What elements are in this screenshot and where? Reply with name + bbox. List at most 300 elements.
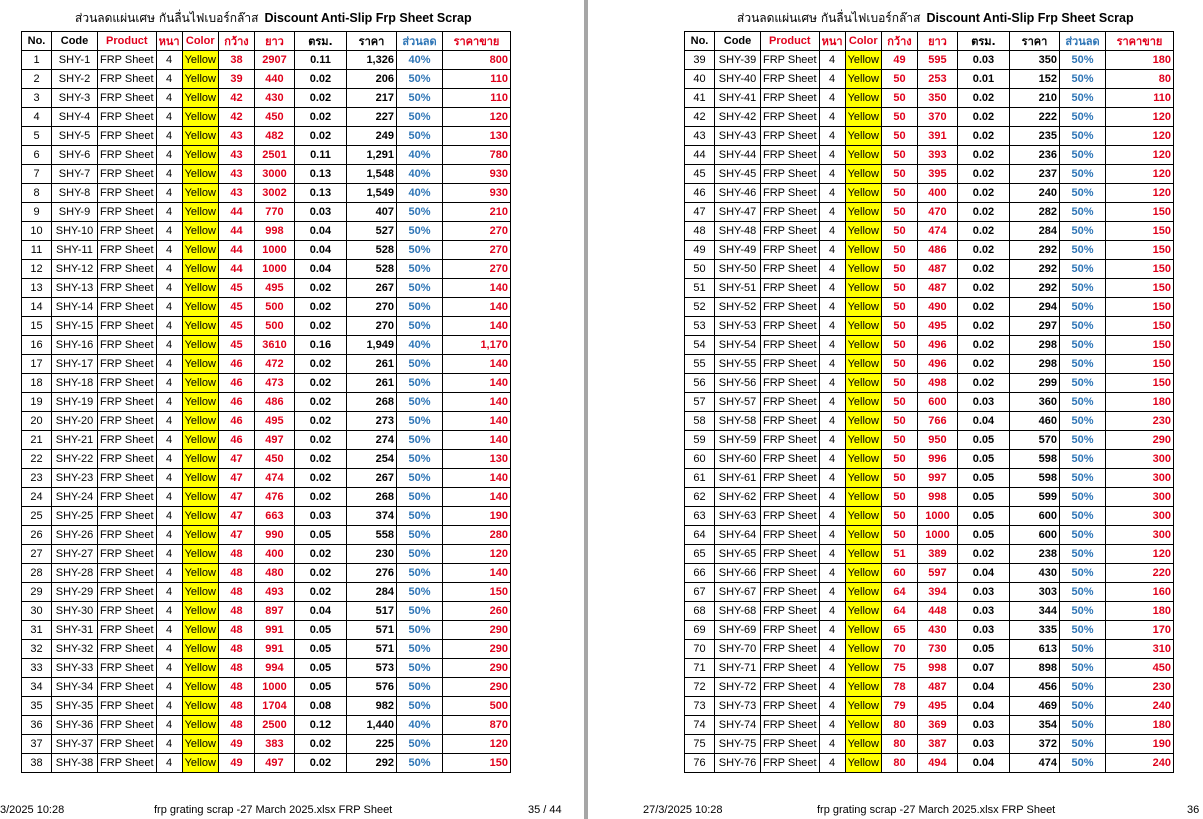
cell-area: 0.05	[294, 621, 346, 640]
cell-no: 4	[22, 108, 52, 127]
cell-no: 20	[22, 412, 52, 431]
cell-thickness: 4	[156, 222, 182, 241]
cell-code: SHY-2	[52, 70, 98, 89]
cell-discount: 50%	[1059, 545, 1105, 564]
cell-thickness: 4	[819, 355, 845, 374]
cell-width: 44	[218, 203, 254, 222]
cell-width: 50	[881, 336, 917, 355]
cell-product: FRP Sheet	[98, 431, 157, 450]
cell-code: SHY-37	[52, 735, 98, 754]
cell-product: FRP Sheet	[761, 393, 820, 412]
table-row	[22, 412, 511, 431]
cell-width: 47	[218, 469, 254, 488]
cell-no: 17	[22, 355, 52, 374]
cell-sale-price: 140	[442, 355, 510, 374]
cell-discount: 50%	[396, 526, 442, 545]
cell-no: 55	[685, 355, 715, 374]
cell-discount: 50%	[1059, 298, 1105, 317]
cell-width: 50	[881, 127, 917, 146]
header-discount: ส่วนลด	[396, 32, 442, 51]
cell-area: 0.05	[294, 526, 346, 545]
cell-no: 34	[22, 678, 52, 697]
cell-thickness: 4	[819, 127, 845, 146]
cell-color: Yellow	[845, 678, 881, 697]
cell-price: 407	[346, 203, 396, 222]
cell-price: 268	[346, 488, 396, 507]
cell-discount: 50%	[1059, 184, 1105, 203]
cell-thickness: 4	[156, 374, 182, 393]
table-row	[22, 583, 511, 602]
cell-area: 0.05	[294, 659, 346, 678]
cell-discount: 50%	[396, 507, 442, 526]
cell-sale-price: 110	[442, 89, 510, 108]
cell-sale-price: 190	[442, 507, 510, 526]
cell-no: 28	[22, 564, 52, 583]
cell-color: Yellow	[845, 716, 881, 735]
cell-thickness: 4	[819, 222, 845, 241]
cell-length: 498	[917, 374, 957, 393]
cell-area: 0.04	[957, 564, 1009, 583]
cell-thickness: 4	[819, 203, 845, 222]
table-row	[22, 184, 511, 203]
title-thai: ส่วนลดแผ่นเศษ กันลื่นไฟเบอร์กล๊าส	[75, 11, 259, 25]
cell-area: 0.03	[294, 507, 346, 526]
cell-area: 0.04	[294, 602, 346, 621]
header-area: ตรม.	[294, 32, 346, 51]
cell-length: 383	[254, 735, 294, 754]
cell-color: Yellow	[845, 70, 881, 89]
cell-sale-price: 450	[1105, 659, 1173, 678]
cell-sale-price: 290	[442, 659, 510, 678]
header-code: Code	[715, 32, 761, 51]
header-area: ตรม.	[957, 32, 1009, 51]
cell-sale-price: 290	[1105, 431, 1173, 450]
cell-code: SHY-16	[52, 336, 98, 355]
cell-thickness: 4	[819, 260, 845, 279]
cell-price: 354	[1009, 716, 1059, 735]
cell-price: 558	[346, 526, 396, 545]
cell-sale-price: 140	[442, 412, 510, 431]
cell-code: SHY-32	[52, 640, 98, 659]
cell-area: 0.02	[957, 260, 1009, 279]
cell-thickness: 4	[819, 564, 845, 583]
cell-color: Yellow	[845, 336, 881, 355]
cell-discount: 50%	[1059, 336, 1105, 355]
cell-code: SHY-55	[715, 355, 761, 374]
cell-code: SHY-30	[52, 602, 98, 621]
cell-discount: 50%	[1059, 127, 1105, 146]
cell-length: 996	[917, 450, 957, 469]
cell-sale-price: 300	[1105, 488, 1173, 507]
cell-width: 80	[881, 735, 917, 754]
cell-width: 60	[881, 564, 917, 583]
table-row	[685, 317, 1174, 336]
cell-width: 78	[881, 678, 917, 697]
header-width: กว้าง	[218, 32, 254, 51]
cell-discount: 50%	[1059, 203, 1105, 222]
cell-price: 292	[1009, 279, 1059, 298]
cell-code: SHY-69	[715, 621, 761, 640]
cell-sale-price: 150	[1105, 260, 1173, 279]
cell-length: 482	[254, 127, 294, 146]
cell-product: FRP Sheet	[761, 602, 820, 621]
cell-price: 217	[346, 89, 396, 108]
cell-code: SHY-68	[715, 602, 761, 621]
cell-width: 47	[218, 450, 254, 469]
cell-length: 597	[917, 564, 957, 583]
table-row	[22, 70, 511, 89]
cell-code: SHY-57	[715, 393, 761, 412]
cell-color: Yellow	[182, 621, 218, 640]
title-english: Discount Anti-Slip Frp Sheet Scrap	[264, 11, 472, 25]
cell-price: 598	[1009, 469, 1059, 488]
cell-sale-price: 80	[1105, 70, 1173, 89]
cell-product: FRP Sheet	[761, 260, 820, 279]
cell-code: SHY-70	[715, 640, 761, 659]
cell-product: FRP Sheet	[98, 298, 157, 317]
table-row	[22, 108, 511, 127]
cell-area: 0.02	[294, 564, 346, 583]
cell-product: FRP Sheet	[98, 526, 157, 545]
footer-page-number: 35 / 44	[528, 804, 562, 816]
cell-product: FRP Sheet	[98, 754, 157, 773]
footer-page-number: 36	[1187, 804, 1200, 816]
cell-length: 450	[254, 108, 294, 127]
cell-area: 0.02	[294, 70, 346, 89]
cell-area: 0.02	[957, 336, 1009, 355]
cell-price: 374	[346, 507, 396, 526]
cell-code: SHY-50	[715, 260, 761, 279]
cell-discount: 50%	[1059, 241, 1105, 260]
cell-discount: 50%	[1059, 70, 1105, 89]
table-row	[685, 564, 1174, 583]
cell-area: 0.02	[294, 469, 346, 488]
cell-discount: 50%	[396, 298, 442, 317]
cell-product: FRP Sheet	[98, 697, 157, 716]
cell-width: 45	[218, 298, 254, 317]
cell-code: SHY-6	[52, 146, 98, 165]
cell-area: 0.01	[957, 70, 1009, 89]
cell-no: 14	[22, 298, 52, 317]
cell-product: FRP Sheet	[98, 640, 157, 659]
cell-thickness: 4	[156, 450, 182, 469]
table-row	[685, 754, 1174, 773]
cell-length: 448	[917, 602, 957, 621]
cell-thickness: 4	[819, 108, 845, 127]
cell-product: FRP Sheet	[761, 507, 820, 526]
cell-area: 0.04	[294, 241, 346, 260]
cell-width: 46	[218, 412, 254, 431]
cell-product: FRP Sheet	[761, 697, 820, 716]
cell-code: SHY-31	[52, 621, 98, 640]
scrap-table-right	[684, 31, 1174, 773]
cell-code: SHY-24	[52, 488, 98, 507]
cell-area: 0.02	[957, 108, 1009, 127]
cell-width: 50	[881, 355, 917, 374]
cell-product: FRP Sheet	[98, 735, 157, 754]
table-row	[685, 697, 1174, 716]
cell-discount: 50%	[1059, 374, 1105, 393]
cell-thickness: 4	[156, 545, 182, 564]
cell-no: 31	[22, 621, 52, 640]
table-row	[685, 393, 1174, 412]
cell-area: 0.02	[957, 184, 1009, 203]
cell-price: 238	[1009, 545, 1059, 564]
cell-sale-price: 150	[1105, 374, 1173, 393]
cell-width: 50	[881, 222, 917, 241]
cell-price: 469	[1009, 697, 1059, 716]
cell-width: 47	[218, 526, 254, 545]
cell-price: 517	[346, 602, 396, 621]
cell-product: FRP Sheet	[761, 469, 820, 488]
cell-length: 600	[917, 393, 957, 412]
cell-code: SHY-61	[715, 469, 761, 488]
table-row	[685, 602, 1174, 621]
cell-thickness: 4	[819, 545, 845, 564]
cell-product: FRP Sheet	[98, 583, 157, 602]
cell-area: 0.13	[294, 184, 346, 203]
cell-width: 50	[881, 260, 917, 279]
cell-width: 48	[218, 583, 254, 602]
cell-color: Yellow	[845, 355, 881, 374]
cell-code: SHY-34	[52, 678, 98, 697]
cell-code: SHY-5	[52, 127, 98, 146]
cell-length: 486	[917, 241, 957, 260]
cell-sale-price: 140	[442, 279, 510, 298]
cell-discount: 50%	[396, 127, 442, 146]
cell-area: 0.04	[957, 678, 1009, 697]
cell-width: 65	[881, 621, 917, 640]
cell-thickness: 4	[156, 260, 182, 279]
cell-thickness: 4	[156, 431, 182, 450]
cell-width: 42	[218, 108, 254, 127]
table-row	[685, 507, 1174, 526]
cell-price: 267	[346, 469, 396, 488]
cell-color: Yellow	[182, 564, 218, 583]
cell-color: Yellow	[845, 203, 881, 222]
header-length: ยาว	[254, 32, 294, 51]
print-page-left	[0, 0, 584, 819]
cell-discount: 50%	[396, 70, 442, 89]
sheet-title	[75, 9, 472, 28]
cell-area: 0.02	[957, 374, 1009, 393]
cell-code: SHY-38	[52, 754, 98, 773]
cell-product: FRP Sheet	[98, 336, 157, 355]
table-row	[22, 146, 511, 165]
table-row	[22, 507, 511, 526]
cell-product: FRP Sheet	[761, 545, 820, 564]
table-row	[685, 260, 1174, 279]
cell-no: 7	[22, 165, 52, 184]
cell-area: 0.02	[294, 393, 346, 412]
cell-area: 0.02	[957, 146, 1009, 165]
cell-thickness: 4	[156, 241, 182, 260]
header-thickness: หนา	[156, 32, 182, 51]
cell-color: Yellow	[845, 279, 881, 298]
cell-width: 50	[881, 412, 917, 431]
cell-color: Yellow	[845, 165, 881, 184]
cell-price: 299	[1009, 374, 1059, 393]
cell-discount: 50%	[1059, 507, 1105, 526]
cell-product: FRP Sheet	[98, 108, 157, 127]
cell-thickness: 4	[156, 184, 182, 203]
cell-code: SHY-35	[52, 697, 98, 716]
cell-length: 595	[917, 51, 957, 70]
cell-no: 73	[685, 697, 715, 716]
cell-discount: 50%	[396, 450, 442, 469]
cell-color: Yellow	[182, 241, 218, 260]
cell-thickness: 4	[156, 659, 182, 678]
cell-price: 599	[1009, 488, 1059, 507]
cell-length: 495	[254, 412, 294, 431]
cell-no: 51	[685, 279, 715, 298]
cell-width: 44	[218, 260, 254, 279]
cell-sale-price: 130	[442, 450, 510, 469]
cell-thickness: 4	[819, 431, 845, 450]
cell-price: 297	[1009, 317, 1059, 336]
cell-price: 576	[346, 678, 396, 697]
cell-code: SHY-46	[715, 184, 761, 203]
cell-discount: 50%	[396, 754, 442, 773]
cell-no: 25	[22, 507, 52, 526]
cell-product: FRP Sheet	[761, 222, 820, 241]
cell-discount: 50%	[396, 108, 442, 127]
cell-price: 1,548	[346, 165, 396, 184]
cell-discount: 50%	[1059, 716, 1105, 735]
cell-sale-price: 150	[442, 583, 510, 602]
cell-price: 237	[1009, 165, 1059, 184]
cell-area: 0.02	[294, 298, 346, 317]
cell-price: 210	[1009, 89, 1059, 108]
table-row	[685, 526, 1174, 545]
cell-thickness: 4	[819, 89, 845, 108]
cell-color: Yellow	[845, 735, 881, 754]
cell-area: 0.02	[294, 431, 346, 450]
cell-sale-price: 150	[1105, 203, 1173, 222]
cell-no: 44	[685, 146, 715, 165]
cell-no: 57	[685, 393, 715, 412]
cell-sale-price: 300	[1105, 526, 1173, 545]
cell-area: 0.02	[957, 241, 1009, 260]
cell-code: SHY-51	[715, 279, 761, 298]
cell-area: 0.02	[294, 735, 346, 754]
cell-no: 30	[22, 602, 52, 621]
table-row	[685, 621, 1174, 640]
cell-product: FRP Sheet	[98, 488, 157, 507]
cell-color: Yellow	[182, 222, 218, 241]
cell-area: 0.05	[957, 488, 1009, 507]
cell-width: 48	[218, 545, 254, 564]
cell-price: 270	[346, 317, 396, 336]
cell-area: 0.05	[957, 431, 1009, 450]
cell-color: Yellow	[845, 260, 881, 279]
cell-product: FRP Sheet	[761, 336, 820, 355]
cell-sale-price: 930	[442, 165, 510, 184]
table-row	[22, 298, 511, 317]
cell-sale-price: 140	[442, 298, 510, 317]
cell-thickness: 4	[819, 374, 845, 393]
cell-width: 48	[218, 640, 254, 659]
table-row	[22, 469, 511, 488]
cell-product: FRP Sheet	[761, 184, 820, 203]
cell-thickness: 4	[819, 754, 845, 773]
cell-no: 75	[685, 735, 715, 754]
cell-discount: 50%	[396, 393, 442, 412]
cell-width: 50	[881, 89, 917, 108]
cell-product: FRP Sheet	[98, 146, 157, 165]
cell-color: Yellow	[182, 431, 218, 450]
cell-area: 0.02	[294, 355, 346, 374]
cell-code: SHY-7	[52, 165, 98, 184]
cell-price: 456	[1009, 678, 1059, 697]
cell-code: SHY-65	[715, 545, 761, 564]
cell-width: 46	[218, 355, 254, 374]
header-price: ราคา	[346, 32, 396, 51]
cell-discount: 50%	[1059, 412, 1105, 431]
header-color: Color	[845, 32, 881, 51]
cell-thickness: 4	[819, 697, 845, 716]
cell-price: 292	[346, 754, 396, 773]
cell-area: 0.03	[957, 602, 1009, 621]
cell-length: 387	[917, 735, 957, 754]
cell-area: 0.02	[957, 203, 1009, 222]
cell-code: SHY-4	[52, 108, 98, 127]
cell-area: 0.03	[957, 735, 1009, 754]
cell-sale-price: 190	[1105, 735, 1173, 754]
cell-width: 48	[218, 564, 254, 583]
cell-discount: 50%	[396, 241, 442, 260]
cell-no: 66	[685, 564, 715, 583]
cell-discount: 50%	[1059, 564, 1105, 583]
cell-area: 0.05	[957, 640, 1009, 659]
cell-discount: 50%	[1059, 754, 1105, 773]
cell-sale-price: 140	[442, 488, 510, 507]
cell-area: 0.12	[294, 716, 346, 735]
cell-width: 50	[881, 526, 917, 545]
table-row	[685, 716, 1174, 735]
cell-price: 235	[1009, 127, 1059, 146]
table-row	[685, 165, 1174, 184]
cell-sale-price: 150	[1105, 317, 1173, 336]
cell-code: SHY-74	[715, 716, 761, 735]
print-page-right	[588, 0, 1203, 819]
cell-length: 495	[917, 697, 957, 716]
cell-discount: 50%	[396, 545, 442, 564]
cell-price: 267	[346, 279, 396, 298]
cell-product: FRP Sheet	[98, 51, 157, 70]
cell-color: Yellow	[182, 545, 218, 564]
table-row	[22, 488, 511, 507]
cell-product: FRP Sheet	[761, 374, 820, 393]
cell-code: SHY-49	[715, 241, 761, 260]
cell-price: 613	[1009, 640, 1059, 659]
cell-area: 0.02	[294, 583, 346, 602]
cell-price: 261	[346, 374, 396, 393]
cell-product: FRP Sheet	[98, 279, 157, 298]
scrap-table-left	[21, 31, 511, 773]
cell-color: Yellow	[182, 716, 218, 735]
cell-product: FRP Sheet	[761, 89, 820, 108]
cell-product: FRP Sheet	[98, 203, 157, 222]
cell-code: SHY-48	[715, 222, 761, 241]
cell-thickness: 4	[156, 336, 182, 355]
cell-discount: 40%	[396, 184, 442, 203]
cell-area: 0.04	[957, 754, 1009, 773]
cell-no: 3	[22, 89, 52, 108]
cell-thickness: 4	[156, 317, 182, 336]
cell-color: Yellow	[182, 659, 218, 678]
table-row	[22, 165, 511, 184]
